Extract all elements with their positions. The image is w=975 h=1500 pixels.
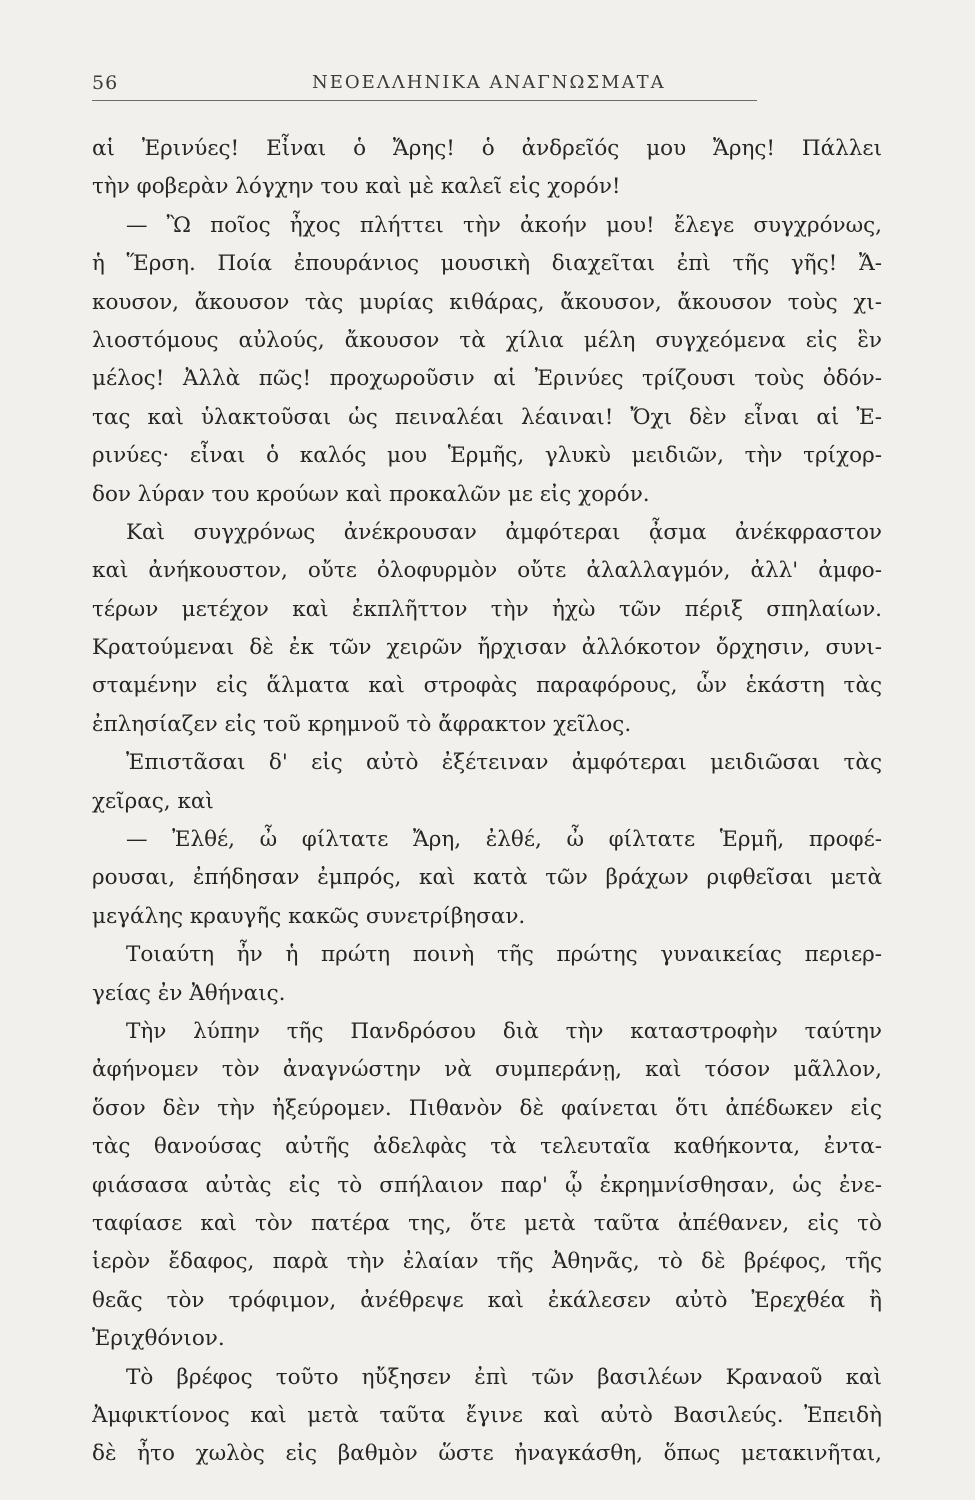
text-line: τας καὶ ὑλακτοῦσαι ὡς πειναλέαι λέαιναι! Ὄχι δὲν εἶναι αἱ Ἐ- <box>92 404 882 430</box>
text-line: δον λύραν του κρούων καὶ προκαλῶν με εἰς χορόν. <box>92 481 650 507</box>
text-line: Ἐριχθόνιον. <box>92 1326 225 1352</box>
text-line: ἐπλησίαζεν εἰς τοῦ κρημνοῦ τὸ ἄφρακτον χεῖλος. <box>92 711 632 737</box>
text-line: Καὶ συγχρόνως ἀνέκρουσαν ἀμφότεραι ᾆσμα ἀνέκφραστον <box>126 519 882 545</box>
text-line: δὲ ἦτο χωλὸς εἰς βαθμὸν ὥστε ἠναγκάσθη, ὅπως μετακινῆται, <box>92 1441 882 1467</box>
running-title: ΝΕΟΕΛΛΗΝΙΚΑ ΑΝΑΓΝΩΣΜΑΤΑ <box>312 72 666 93</box>
text-line: ρουσαι, ἐπήδησαν ἐμπρός, καὶ κατὰ τῶν βράχων ριφθεῖσαι μετὰ <box>92 865 882 891</box>
text-line: τὴν φοβερὰν λόγχην του καὶ μὲ καλεῖ εἰς χορόν! <box>92 174 621 200</box>
text-line: κουσον, ἄκουσον τὰς μυρίας κιθάρας, ἄκουσον, ἄκουσον τοὺς χι- <box>92 289 882 315</box>
text-line: — Ἐλθέ, ὦ φίλτατε Ἄρη, ἐλθέ, ὦ φίλτατε Ἑρμῆ, προφέ- <box>126 827 882 853</box>
text-line: γείας ἐν Ἀθήναις. <box>92 980 286 1006</box>
text-line: Ἀμφικτίονος καὶ μετὰ ταῦτα ἔγινε καὶ αὐτὸ Βασιλεύς. Ἐπειδὴ <box>92 1402 882 1428</box>
page-header <box>92 72 762 102</box>
body-text <box>92 130 882 1474</box>
text-line: ἱερὸν ἔδαφος, παρὰ τὴν ἐλαίαν τῆς Ἀθηνᾶς, τὸ δὲ βρέφος, τῆς <box>92 1249 882 1275</box>
text-line: — Ὢ ποῖος ἦχος πλήττει τὴν ἀκοήν μου! ἔλεγε συγχρόνως, <box>126 212 882 238</box>
text-line: μέλος! Ἀλλὰ πῶς! προχωροῦσιν αἱ Ἐρινύες τρίζουσι τοὺς ὀδόν- <box>92 366 882 392</box>
text-line: ταφίασε καὶ τὸν πατέρα της, ὅτε μετὰ ταῦτα ἀπέθανεν, εἰς τὸ <box>92 1210 882 1236</box>
page-number: 56 <box>92 72 119 94</box>
text-line: αἱ Ἐρινύες! Εἶναι ὁ Ἄρης! ὁ ἀνδρεῖός μου Ἄρης! Πάλλει <box>92 136 882 161</box>
text-line: Ἐπιστᾶσαι δ' εἰς αὐτὸ ἐξέτειναν ἀμφότεραι μειδιῶσαι τὰς <box>126 750 882 776</box>
text-line: ὅσον δὲν τὴν ἠξεύρομεν. Πιθανὸν δὲ φαίνεται ὅτι ἀπέδωκεν εἰς <box>92 1095 882 1121</box>
text-line: ἡ Ἕρση. Ποία ἐπουράνιος μουσικὴ διαχεῖται ἐπὶ τῆς γῆς! Ἄ- <box>92 251 882 277</box>
text-line: μεγάλης κραυγῆς κακῶς συνετρίβησαν. <box>92 903 526 929</box>
text-line: Κρατούμεναι δὲ ἐκ τῶν χειρῶν ἤρχισαν ἀλλόκοτον ὄρχησιν, συνι- <box>92 635 882 661</box>
text-line: λιοστόμους αὐλούς, ἄκουσον τὰ χίλια μέλη συγχεόμενα εἰς ἓν <box>92 327 882 353</box>
text-line: θεᾶς τὸν τρόφιμον, ἀνέθρεψε καὶ ἐκάλεσεν αὐτὸ Ἐρεχθέα ἢ <box>92 1287 882 1313</box>
text-line: τέρων μετέχον καὶ ἐκπλῆττον τὴν ἠχὼ τῶν πέριξ σπηλαίων. <box>92 596 882 622</box>
text-line: ἀφήνομεν τὸν ἀναγνώστην νὰ συμπεράνῃ, καὶ τόσον μᾶλλον, <box>92 1057 882 1083</box>
text-line: ρινύες· εἶναι ὁ καλός μου Ἑρμῆς, γλυκὺ μειδιῶν, τὴν τρίχορ- <box>92 443 882 469</box>
text-line: φιάσασα αὐτὰς εἰς τὸ σπήλαιον παρ' ᾧ ἐκρημνίσθησαν, ὡς ἐνε- <box>92 1172 882 1198</box>
header-rule <box>92 100 757 101</box>
text-line: τὰς θανούσας αὐτῆς ἀδελφὰς τὰ τελευταῖα καθήκοντα, ἐντα- <box>92 1134 882 1160</box>
text-line: χεῖρας, καὶ <box>92 788 214 814</box>
text-line: Τοιαύτη ἦν ἡ πρώτη ποινὴ τῆς πρώτης γυναικείας περιερ- <box>126 942 882 968</box>
text-line: καὶ ἀνήκουστον, οὔτε ὀλοφυρμὸν οὔτε ἀλαλλαγμόν, ἀλλ' ἀμφο- <box>92 558 882 584</box>
text-line: Τὴν λύπην τῆς Πανδρόσου διὰ τὴν καταστροφὴν ταύτην <box>126 1018 882 1044</box>
text-line: Τὸ βρέφος τοῦτο ηὔξησεν ἐπὶ τῶν βασιλέων Κραναοῦ καὶ <box>126 1364 882 1390</box>
text-line: σταμένην εἰς ἅλματα καὶ στροφὰς παραφόρους, ὧν ἑκάστη τὰς <box>92 673 882 699</box>
